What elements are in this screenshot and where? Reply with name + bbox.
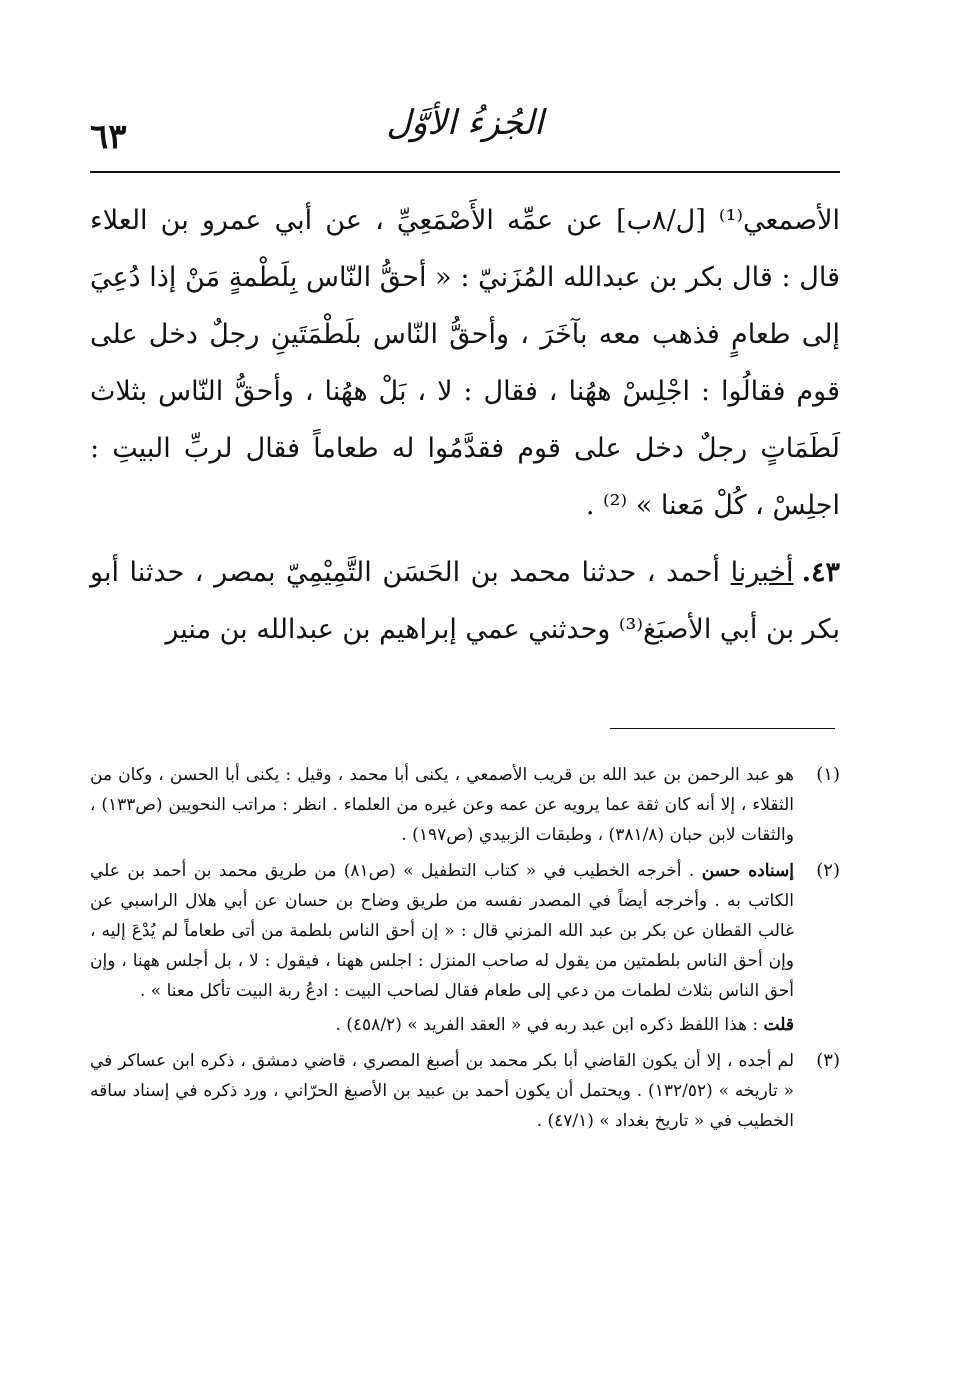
footnote-number: (٣) xyxy=(816,1050,840,1071)
item-number: ٤٣. xyxy=(801,557,840,588)
footnote-body: . أخرجه الخطيب في « كتاب التطفيل » (ص٨١) من طريق محمد بن أحمد بن علي الكاتب به . وأخرجه أيضاً في المصدر نفسه من طريق وضاح بن حسان عن أبي هلال الراسبي عن غالب القطان عن بكر بن عبد الله المزني قال : « إن أحق الناس بلطمة من أتى طعاماً لم يُدْعَ إليه ، وإن أحق الناس بلطمتين من يقول له صاحب المنزل : اجلس ههنا ، فيقول : لا ، بل أجلس ههنا ، وإن أحق الناس بثلاث لطمات من دعي إلى طعام فقال لصاحب البيت : ادعُ ربة البيت تأكل معنا » . xyxy=(90,861,794,1001)
footnote-number: (٢) xyxy=(816,860,840,881)
item-lead: أخبرنا xyxy=(730,557,794,588)
page-number: ٦٣ xyxy=(90,117,127,157)
footnote-2 xyxy=(90,856,840,1040)
footnotes xyxy=(90,760,840,1142)
footnote-note xyxy=(90,1010,794,1040)
footnote-text xyxy=(90,856,794,1006)
main-text xyxy=(90,192,840,658)
footnote-3 xyxy=(90,1046,840,1136)
running-title: الجُزءُ الأوَّل xyxy=(386,103,544,143)
item-text: أحمد ، حدثنا محمد بن الحَسَن التَّمِيْمِيّ بمصر ، حدثنا أبو بكر بن أبي الأصبَغ⁽³⁾ وحدثني عمي إبراهيم بن عبدالله بن منير xyxy=(90,557,840,645)
footnote-text: هو عبد الرحمن بن عبد الله بن قريب الأصمعي ، يكنى أبا محمد ، وقيل : يكنى أبا الحسن ، وكان من الثقلاء ، إلا أنه كان ثقة عما يرويه عن عمه وعن غيره من العلماء . انظر : مراتب النحويين (ص١٣٣) ، والثقات لابن حبان (٣٨١/٨) ، وطبقات الزبيدي (ص١٩٧) . xyxy=(90,765,794,845)
footnote-separator xyxy=(610,728,835,729)
main-paragraph: الأصمعي⁽¹⁾ [ل/٨ب] عن عمِّه الأَصْمَعِيِّ ، عن أبي عمرو بن العلاء قال : قال بكر بن عبدالله المُزَنيّ : « أحقُّ النّاس بِلَطْمةٍ مَنْ إذا دُعِيَ إلى طعامٍ فذهب معه بآخَرَ ، وأحقُّ النّاس بلَطْمَتَينِ رجلٌ دخل على قوم فقالُوا : اجْلِسْ ههُنا ، فقال : لا ، بَلْ ههُنا ، وأحقُّ النّاس بثلاث لَطَمَاتٍ رجلٌ دخل على قوم فقدَّمُوا له طعاماً فقال لربِّ البيتِ : اجلِسْ ، كُلْ مَعنا » ⁽²⁾ . xyxy=(90,205,840,521)
footnote-note-text: : هذا اللفظ ذكره ابن عبد ربه في « العقد الفريد » (٤٥٨/٢) . xyxy=(335,1015,759,1035)
header-rule xyxy=(90,171,840,173)
page-header xyxy=(90,95,840,175)
footnote-note-lead: قلت xyxy=(763,1015,794,1035)
footnote-lead: إسناده حسن xyxy=(701,861,794,881)
footnote-text: لم أجده ، إلا أن يكون القاضي أبا بكر محمد بن أصبغ المصري ، قاضي دمشق ، ذكره ابن عساكر في « تاريخه » (١٣٢/٥٢) . ويحتمل أن يكون أحمد بن عبيد بن الأصبغ الحرّاني ، ورد ذكره في إسناد ساقه الخطيب في « تاريخ بغداد » (٤٧/١) . xyxy=(90,1051,795,1131)
numbered-paragraph xyxy=(90,544,840,658)
footnote-1 xyxy=(90,760,840,850)
footnote-number: (١) xyxy=(816,764,840,785)
